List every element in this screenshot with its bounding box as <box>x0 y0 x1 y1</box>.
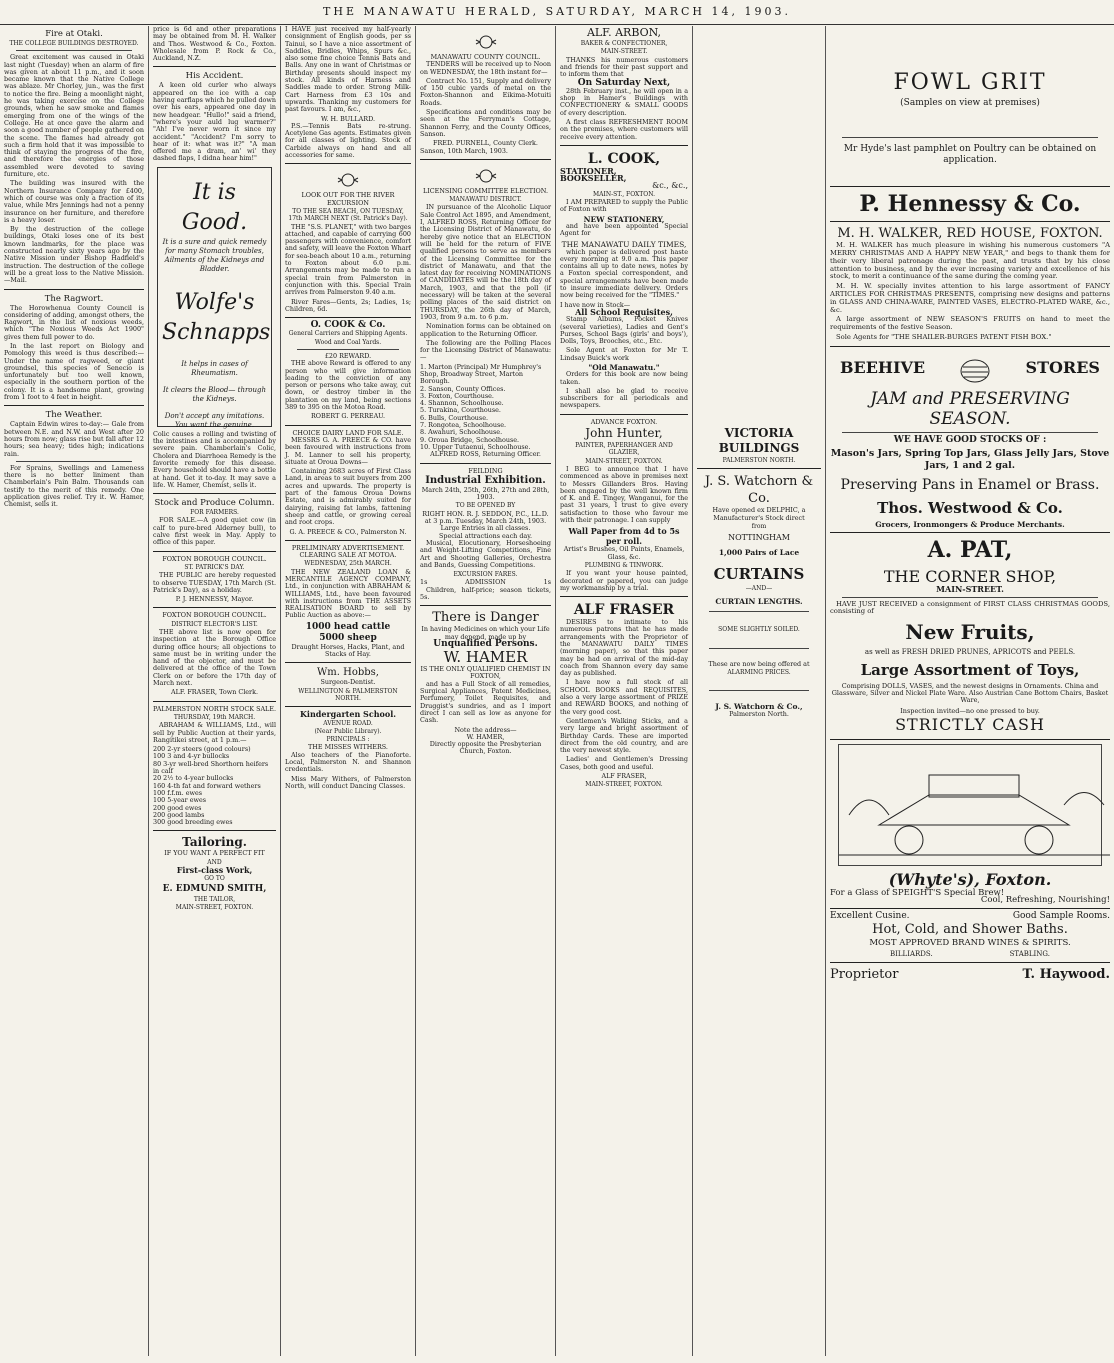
advert-emphasis: Preserving Pans in Enamel or Brass. <box>840 477 1100 494</box>
divider <box>4 289 144 290</box>
advert-emphasis: Wall Paper from 4d to 5s per roll. <box>568 526 680 547</box>
article-paragraph: I shall also be glad to receive subscribers for all periodicals and newspapers. <box>560 386 688 410</box>
notice-date: Sanson, 10th March, 1903. <box>420 146 508 155</box>
advert-text: In having Medicines on which your Life may depend, made up by <box>421 625 550 641</box>
advert-text: Cool, Refreshing, Nourishing! <box>980 895 1110 906</box>
list-item: 200 good ewes <box>153 803 202 812</box>
advert-text: Artist's Brushes, Oil Paints, Enamels, Glass, &c. <box>563 545 685 561</box>
advert-name: STORES <box>1025 358 1100 378</box>
list-item: 5. Turakina, Courthouse. <box>420 406 501 415</box>
advert-address: MAIN-STREET, FOXTON. <box>175 903 254 911</box>
divider <box>285 662 411 663</box>
list-item: 2. Sanson, County Offices. <box>420 384 506 393</box>
advert-text: Large Entries in all classes. <box>440 524 531 533</box>
advert-name: John Hunter, <box>585 426 663 441</box>
article-paragraph: HAVE JUST RECEIVED a consignment of FIRST CLASS CHRISTMAS GOODS, consisting of <box>830 599 1110 616</box>
article-paragraph: I BEG to announce that I have commenced as above in premises next to Messrs Gillanders Bros. Having been engaged by the well known firm of K. and E. Tingey, Wanganui, for the past 31 years, I trust to give every satisfaction to those who favour me with their patronage. I can supply <box>560 464 688 525</box>
article-paragraph: 28th February inst., he will open in a shop in Hamer's Buildings with CONFECTIONERY & SMALL GOODS of every description. <box>560 86 688 117</box>
advert-text: Surgeon-Dentist. <box>320 678 376 687</box>
article-paragraph: Ladies' and Gentlemen's Dressing Cases, both good and useful. <box>560 755 688 771</box>
advert-text: These are now being offered at <box>708 659 810 668</box>
admission-label: ADMISSION <box>465 578 506 587</box>
article-paragraph: TENDERS will be received up to Noon on WEDNESDAY, the 18th instant for— <box>420 60 551 76</box>
advert-address: WELLINGTON & PALMERSTON NORTH. <box>298 687 398 702</box>
advert-emphasis: CURTAINS <box>713 564 805 583</box>
signature: FRED. PURNELL, County Clerk. <box>433 139 538 148</box>
notice-heading: FOXTON BOROUGH COUNCIL. <box>162 554 267 563</box>
divider <box>297 349 399 350</box>
divider <box>153 701 276 702</box>
divider <box>153 830 276 831</box>
amenities-row <box>890 951 1050 958</box>
advert-address: AVENUE ROAD. <box>323 719 373 727</box>
advert-bullard: I HAVE just received my half-yearly consignment of English goods, per ss Tainui, so I have a nice assortment of Saddles, Bridles, Whips, Spurs &c., also some fine choice Tennis Bats and Balls. Any one in want of Christmas or Birthday presents should inspect my stock. All kinds of Harness and Saddles made to order. Strong Milk-Cart Harness from £3 10s and upwards. Thanking my customers for past favours. I am, &c., <box>285 26 411 114</box>
advert-text: RIGHT HON. R. J. SEDDON, P.C., LL.D. <box>422 509 549 518</box>
article-paragraph: THE above Reward is offered to any person who will give information leading to the conviction of any person or persons who take away, cut down, or destroy timber in the plantation on my land, being sections 389 to 395 on the Motoa Road. <box>285 359 411 412</box>
article-paragraph: THE above list is now open for inspection at the Borough Office during office hours; all objections to same must be in writing under the hand of the objector, and must be delivered at the office of the Town Clerk on or before the 17th day of March next. <box>153 627 276 688</box>
article-paragraph: I have now a full stock of all SCHOOL BOOKS and REQUISITES, also a very large assortment of PRIZE and REWARD BOOKS, and nothing of the very good cost. <box>560 678 688 716</box>
advert-name: Kindergarten School. <box>299 709 397 720</box>
spacer <box>830 26 1110 66</box>
article-paragraph: Containing 2683 acres of First Class Land, in areas to suit buyers from 200 acres and upwards. The property is part of the famous Oroua Downs Estate, and is admirably suited for dairying, raising fat lambs, fattening sheep and cattle, or growing cereal and root crops. <box>285 467 411 527</box>
notice-heading: LOOK OUT FOR THE RIVER EXCURSION <box>301 191 395 207</box>
article-paragraph: and has a Full Stock of all remedies, Surgical Appliances, Patent Medicines, Perfumery, Toilet Requisites, and Druggist's sundries, and as I import direct I can sell as low as anyone for Cash. <box>420 679 551 725</box>
advert-text: BILLIARDS. <box>890 949 933 958</box>
signature: ROBERT G. PERREAU. <box>310 412 386 421</box>
crest-icon <box>474 166 498 186</box>
divider <box>285 540 411 541</box>
article-paragraph: price is 6d and other preparations may be obtained from M. H. Walker and Thos. Westwood & Co., Foxton. Wholesale from P. Rock & Co., Auckland, N.Z. <box>153 26 276 63</box>
article-paragraph: FOR SALE.—A good quiet cow (in calf to pure-bred Alderney bull), to calve first week in May. Apply to office of this paper. <box>153 516 276 547</box>
advert-emphasis: All School Requisites, <box>575 306 673 317</box>
list-item: 9. Oroua Bridge, Schoolhouse. <box>420 435 520 444</box>
divider <box>709 648 809 649</box>
list-item: 100 f.f.m. ewes <box>153 788 203 797</box>
advert-heading: It is Good. <box>181 179 248 235</box>
article-paragraph: P.S.—Tennis Bats re-strung. Acetylene Gas agents. Estimates given for all classes of lighting. Stock of Carbide always on hand and all accessories for same. <box>285 121 411 160</box>
advert-emphasis: Hot, Cold, and Shower Baths. <box>872 921 1068 937</box>
advert-emphasis: Industrial Exhibition. <box>425 474 546 486</box>
notice-heading: ADVANCE FOXTON. <box>590 417 658 426</box>
subhead-fire: THE COLLEGE BUILDINGS DESTROYED. <box>9 40 139 47</box>
advert-address: Directly opposite the Presbyterian Church, Foxton. <box>429 740 542 756</box>
advert-text: SOME SLIGHTLY SOILED. <box>718 626 800 634</box>
headline-tailoring: Tailoring. <box>182 835 247 850</box>
signature: W. H. BULLARD. <box>320 114 376 123</box>
article-paragraph: Children, half-price; season tickets, 5s. <box>420 585 551 601</box>
advert-text: Proprietor <box>830 967 899 983</box>
advert-emphasis: NOTTINGHAM <box>728 533 790 543</box>
advert-text: It helps in cases of Rheumatism. <box>181 359 248 377</box>
article-paragraph: MESSRS G. A. PREECE & CO. have been favoured with instructions from J. M. Lanner to sell his property, situate at Oroua Downs— <box>285 435 411 466</box>
article-paragraph: Also teachers of the Pianoforte. Local, Palmerston N. and Shannon credentials. <box>285 750 411 774</box>
advert-address: MAIN-ST., FOXTON. <box>592 190 656 198</box>
signature: ALF FRASER, <box>601 772 647 781</box>
advert-text: &c., &c., <box>652 181 688 191</box>
subhead: THURSDAY, 19th MARCH. <box>173 713 256 721</box>
advert-text: AND <box>207 858 222 866</box>
divider <box>420 463 551 464</box>
divider <box>560 145 688 146</box>
list-item: 100 5-year ewes <box>153 796 207 805</box>
list-item: 200 good lambs <box>153 810 205 819</box>
column-3 <box>280 26 415 1356</box>
article-paragraph: Gentlemen's Walking Sticks, and a very large and bright assortment of Birthday Cards. These are imported direct from the old country, and are the very newest style. <box>560 716 688 755</box>
list-item: 100 3 and 4-yr bullocks <box>153 752 230 761</box>
list-item: 4. Shannon, Schoolhouse. <box>420 399 504 408</box>
advert-text: PRINCIPALS : <box>326 736 370 744</box>
advert-brand: Schnapps <box>162 319 271 345</box>
divider <box>16 50 132 51</box>
divider <box>285 317 411 318</box>
advert-wolfes-schnapps <box>157 167 272 427</box>
divider <box>842 597 1098 598</box>
headline-fire: Fire at Otaki. <box>45 29 103 39</box>
signature: ALF. FRASER, Town Clerk. <box>170 688 259 697</box>
advert-text: Special attractions each day. <box>438 531 533 540</box>
advert-text: It clears the Blood— through the Kidneys. <box>162 385 267 403</box>
article-paragraph: Sole Agent at Foxton for Mr T. Lindsay Buick's work <box>560 346 688 362</box>
list-item: 200 2-yr steers (good colours) <box>153 745 251 754</box>
advert-text: THE MISSES WITHERS. <box>308 743 388 752</box>
subhead: WEDNESDAY, 25th MARCH. <box>304 560 392 568</box>
advert-name: THE CORNER SHOP, <box>883 567 1057 587</box>
list-item: 160 4-th fat and forward wethers <box>153 781 261 790</box>
advert-text: March 24th, 25th, 26th, 27th and 28th, 1903. <box>421 485 550 502</box>
article-paragraph: and have been appointed Special Agent for <box>560 221 688 238</box>
divider <box>830 532 1110 533</box>
advert-name: ALF. ARBON, <box>586 26 662 39</box>
divider <box>560 414 688 415</box>
subhead: FOR FARMERS. <box>190 509 239 517</box>
advert-name: T. Haywood. <box>1022 967 1110 983</box>
notice-heading: FEILDING <box>468 466 503 475</box>
advert-text: Mr Hyde's last pamphlet on Poultry can be obtained on application. <box>843 144 1097 166</box>
advert-text: (Near Public Library). <box>314 727 382 735</box>
advert-name: L. COOK, <box>587 150 661 167</box>
article-paragraph: River Fares—Gents, 2s; Ladies, 1s; Children, 6d. <box>285 297 411 313</box>
notice-heading: PRELIMINARY ADVERTISEMENT. <box>291 543 405 552</box>
divider <box>830 962 1110 963</box>
advert-text: at 3 p.m. Tuesday, March 24th, 1903. <box>424 517 547 526</box>
advert-name: ALF FRASER <box>573 602 675 619</box>
column-4 <box>415 26 555 1356</box>
advert-text: WE HAVE GOOD STOCKS OF : <box>893 434 1047 445</box>
advert-text: from <box>751 522 767 530</box>
divider <box>709 611 809 612</box>
list-item: 80 3-yr well-bred Shorthorn heifers in calf <box>153 759 269 776</box>
advert-text: Don't accept any imitations. You want the genuine. <box>164 411 265 429</box>
notice-heading: CHOICE DAIRY LAND FOR SALE. <box>292 428 404 437</box>
advert-address: MAIN-STREET. <box>600 48 648 56</box>
divider <box>285 706 411 707</box>
advert-emphasis: Unqualified Persons. <box>433 638 538 649</box>
advert-name: P. Hennessy & Co. <box>859 191 1081 218</box>
advert-text: Good Sample Rooms. <box>1012 911 1110 922</box>
article-paragraph: Orders for this book are now being taken. <box>560 370 688 386</box>
coach-illustration-icon <box>839 745 1110 863</box>
advert-colic: Colic causes a rolling and twisting of the intestines and is accompanied by severe pain. Chamberlain's Colic, Cholera and Diarrhoea Remedy is the favorite remedy for this disease. Every household should have a bottle at hand. Get it to-day. It may save a life. W. Hamer, Chemist, sells it. <box>153 429 276 489</box>
signature: P. J. HENNESSY, Mayor. <box>175 595 254 604</box>
column-6 <box>692 26 825 1356</box>
advert-text: —AND— <box>745 584 773 592</box>
notice-heading: £20 REWARD. <box>324 351 372 360</box>
advert-emphasis: STRICTLY CASH <box>895 714 1045 734</box>
divider <box>153 551 276 552</box>
divider <box>153 493 276 494</box>
advert-text: Excellent Cusine. <box>830 911 910 922</box>
advert-name: E. EDMUND SMITH, <box>162 883 267 894</box>
advert-text: Manufacturer's Stock direct <box>713 513 805 522</box>
admission-price: 1s <box>420 578 428 587</box>
divider <box>842 432 1098 433</box>
article-paragraph: A large assortment of NEW SEASON'S FRUITS on hand to meet the requirements of the festive Season. <box>830 315 1110 332</box>
advert-address: Palmerston North. <box>729 709 789 718</box>
advert-text: IS THE ONLY QUALIFIED CHEMIST IN FOXTON, <box>420 665 551 681</box>
advert-emphasis: New Fruits, <box>905 620 1035 645</box>
advert-brand: Wolfe's <box>174 289 255 315</box>
advert-text: BAKER & CONFECTIONER, <box>580 40 668 47</box>
list-item: 3. Foxton, Courthouse. <box>420 391 494 400</box>
list-item: 300 good breeding ewes <box>153 818 233 827</box>
divider <box>830 739 1110 740</box>
advert-text: For a Glass of SPEIGHT'S Special Brew! <box>830 887 1005 898</box>
advert-text: THE TAILOR, <box>193 895 236 903</box>
advert-text: BOOKSELLER, <box>560 173 627 184</box>
divider <box>709 690 809 691</box>
column-7 <box>825 26 1114 1356</box>
advert-text: IF YOU WANT A PERFECT FIT <box>164 849 265 858</box>
beehive-icon <box>955 353 995 383</box>
divider <box>285 163 411 164</box>
divider <box>830 186 1110 187</box>
article-paragraph: THE "S.S. PLANET," with two barges attached, and capable of carrying 600 passengers with convenience, comfort and safety, will leave the Foxton Wharf for sea-beach about 10 a.m., returning to Foxton about 6.0 p.m. Arrangements may be made to run a special train from Palmerston in conjunction with this. Special Train arrives from Palmerston 9.40 a.m. <box>285 222 411 297</box>
polling-list <box>420 364 551 452</box>
list-item: 10. Upper Tutaenui, Schoolhouse. <box>420 442 531 451</box>
subhead: MANAWATU DISTRICT. <box>449 196 522 204</box>
beehive-row <box>840 353 1100 383</box>
signature: J. S. Watchorn & Co., <box>715 702 803 712</box>
advert-name: Wm. Hobbs, <box>317 667 379 679</box>
advert-text: First-class Work, <box>176 865 253 875</box>
headline-stock: Stock and Produce Column. <box>154 498 275 509</box>
article-paragraph: In the last report on Biology and Pomology this weed is thus described:—Under the name of ragweed, or giant groundsel, this species of Senecio is unfortunately but too well known, especially in the southern portion of the colony. It is a handsome plant, growing from 1 foot to 4 feet in height. <box>4 341 144 402</box>
advert-text: It is a sure and quick remedy for many Stomach troubles, Ailments of the Kidneys and Bladder. <box>162 237 267 273</box>
divider <box>830 221 1110 222</box>
article-paragraph: Specifications and conditions may be seen at the Ferryman's Cottage, Shannon Ferry, and the County Offices, Sanson. <box>420 108 551 138</box>
advert-address: MAIN-STREET. <box>936 584 1004 595</box>
divider <box>842 137 1098 138</box>
article-paragraph: THE NEW ZEALAND LOAN & MERCANTILE AGENCY COMPANY, Ltd., in conjunction with ABRAHAM & WILLIAMS, Ltd., have been favoured with instructions from THE ASSETS REALISATION BOARD to sell by Public Auction as above:— <box>285 567 411 620</box>
advert-text: EXCURSION FARES. <box>453 571 518 579</box>
crest-icon <box>474 32 498 52</box>
advert-name: (Whyte's), Foxton. <box>888 869 1052 889</box>
article-paragraph: Nomination forms can be obtained on application to the Returning Officer. <box>420 322 551 338</box>
divider <box>16 461 132 462</box>
advert-address: PALMERSTON NORTH. <box>722 457 796 464</box>
advert-name: BEEHIVE <box>840 358 926 378</box>
signature: G. A. PREECE & CO., Palmerston N. <box>289 527 407 536</box>
advert-text: STABLING. <box>1009 949 1050 958</box>
advert-emphasis: 1000 head cattle <box>305 621 391 632</box>
article-paragraph: THE PUBLIC are hereby requested to observe TUESDAY, 17th March (St. Patrick's Day), as a holiday. <box>153 571 277 594</box>
divider <box>830 346 1110 347</box>
advert-emphasis: NEW STATIONERY, <box>583 214 665 224</box>
crest-icon <box>336 170 360 190</box>
masthead: THE MANAWATU HERALD, SATURDAY, MARCH 14, 1903. <box>0 0 1114 25</box>
article-paragraph: The building was insured with the Northern Insurance Company for £400, which of course was only a fraction of its value, while Mrs Jennings had not a penny insurance on her furniture, and therefore is a heavy loser. <box>4 179 144 224</box>
column-1 <box>0 26 148 1356</box>
spacer <box>697 26 821 426</box>
advert-emphasis: 5000 sheep <box>319 632 377 643</box>
advert-address: MAIN-STREET, FOXTON. <box>585 457 663 465</box>
divider <box>153 66 276 67</box>
advert-text: STATIONER, <box>560 165 617 176</box>
signature: ALFRED ROSS, Returning Officer. <box>430 450 541 459</box>
advert-name: W. HAMER <box>443 648 528 667</box>
article-paragraph: ABRAHAM & WILLIAMS, Ltd., will sell by Public Auction at their yards, Rangitikei street, at 1 p.m.— <box>153 721 276 744</box>
advert-text: Have opened ex DELPHIC, a <box>712 506 806 515</box>
notice-heading: CLEARING SALE AT MOTOA. <box>299 551 397 560</box>
article-paragraph: which paper is delivered post haste every morning at 9.0 a.m. This paper contains all up to date news, notes by a Foxton special correspondent, and special arrangements have been made to insure immediate delivery. Orders now being received for the "TIMES." <box>560 247 688 300</box>
advert-text: ALARMING PRICES. <box>727 668 791 676</box>
list-item: 8. Awahuri, Schoolhouse. <box>420 428 503 437</box>
advert-text: Comprising DOLLS, VASES, and the newest designs in Ornaments. China and Glassware, Silver and Nickel Plate Ware. Also Austrian Cane Bottom Chairs, Basket Ware, <box>831 681 1109 705</box>
advert-text: Mason's Jars, Spring Top Jars, Glass Jelly Jars, Stove Jars, 1 and 2 gal. <box>830 448 1110 472</box>
advert-text: Grocers, Ironmongers & Produce Merchants. <box>875 520 1065 530</box>
stock-list <box>153 746 276 826</box>
article-paragraph: A keen old curler who always appeared on the ice with a cap having earflaps which he pulled down over his ears, appeared one day in new headgear. "Hullo!" said a friend, "where's your auld lug warmer?" "Ah! I've never worn it since my accident." "Accident? I'm sorry to hear of it: what was it?" "A man offered me a dram, an' wi' they dashed flaps, I didna hear him!" <box>153 81 276 163</box>
advert-name: J. S. Watchorn & Co. <box>704 474 814 507</box>
advert-text: Note the address— <box>454 725 517 734</box>
proprietor-row <box>830 967 1110 983</box>
advert-emphasis: On Saturday Next, <box>577 78 671 89</box>
list-item: 20 2½ to 4-year bullocks <box>153 774 234 783</box>
article-paragraph: Captain Edwin wires to-day:— Gale from between N.E. and N.W. and West after 20 hours from now; glass rise but fall after 12 hours; sea heavy; tides high; indications rain. <box>4 420 144 458</box>
notice-heading: O. COOK & Co. <box>310 320 386 331</box>
hotel-illustration <box>838 744 1102 866</box>
advert-heading: There is Danger <box>432 610 539 626</box>
article-paragraph: IN pursuance of the Alcoholic Liquor Sale Control Act 1895, and Amendment, I, ALFRED ROSS, Returning Officer for the Licensing District of Manawatu, do hereby give notice that an ELECTION will be held for the return of FIVE qualified persons to serve as members of the Licensing Committee for the district of Manawatu, and that the latest day for receiving NOMINATIONS of CANDIDATES will be the 18th day of March, 1903, and that the poll (if necessary) will be taken at the several polling places of the said district on THURSDAY, the 26th day of March, 1903, from 9 a.m. to 6 p.m. <box>420 203 551 321</box>
divider <box>153 607 276 608</box>
advert-text: MOST APPROVED BRAND WINES & SPIRITS. <box>869 937 1071 948</box>
amenities-row <box>830 913 1110 920</box>
advert-text: PLUMBING & TINWORK. <box>584 561 664 569</box>
column-5 <box>555 26 692 1356</box>
article-paragraph: M. H. W. specially invites attention to his large assortment of FANCY ARTICLES FOR CHRISTMAS PRESENTS, comprising new designs and patterns in GLASS AND CHINA-WARE, PAINTED VASES, ELECTRO-PLATED WARE, &c., &c. <box>830 282 1110 314</box>
article-paragraph: By the destruction of the college buildings, Otaki loses one of its best known landmarks, for the place was constructed nearly sixty years ago by the Native Mission under Bishop Hadfield's instruction. The destruction of the college will be a great loss to the Native Mission.—Mail. <box>4 225 144 285</box>
article-paragraph: I AM PREPARED to supply the Public of Foxton with <box>560 198 688 214</box>
advert-text: PAINTER, PAPERHANGER AND GLAZIER, <box>575 442 673 457</box>
divider <box>420 159 551 160</box>
advert-emphasis: CURTAIN LENGTHS. <box>715 597 803 607</box>
advert-heading: JAM and PRESERVING SEASON. <box>870 388 1070 429</box>
advert-text: TO BE OPENED BY <box>455 502 516 510</box>
article-paragraph: If you want your house painted, decorated or papered, you can judge my workmanship by a trial. <box>560 569 688 592</box>
divider <box>560 596 688 597</box>
article-paragraph: THANKS his numerous customers and friends for their past support and to inform them that <box>560 55 688 79</box>
article-paragraph: M. H. WALKER has much pleasure in wishing his numerous customers "A MERRY CHRISTMAS AND A HAPPY NEW YEAR," and begs to thank them for their very liberal patronage during the past, and trusts that by his close attention to business, and by the ever increasing variety and excellence of his stock, to merit a continuance of the same during the coming year. <box>830 241 1110 281</box>
article-paragraph: Stamp Albums, Pocket Knives (several varieties), Ladies and Gent's Purses, School Bags (girls' and boys'), Dolls, Toys, Brooches, etc., Etc. <box>560 315 688 346</box>
article-paragraph: The Horowhenua County Council is considering of adding, amongst others, the Ragwort, in the list of noxious weeds, which "The Noxious Weeds Act 1900" gives them full power to do. <box>4 303 144 341</box>
notice-heading: FOXTON BOROUGH COUNCIL. <box>162 611 267 620</box>
headline-accident: His Accident. <box>185 71 244 82</box>
advert-heading: FOWL GRIT <box>893 70 1047 95</box>
advert-text: GO TO <box>204 875 225 883</box>
admission-price: 1s <box>543 578 551 587</box>
article-paragraph: DESIRES to intimate to his numerous patrons that he has made arrangements with the Proprietor of the MANAWATU DAILY TIMES (morning paper), so that this paper may be had on arrival of the mid-day coach from Shannon every day same day as published. <box>560 618 688 678</box>
notice-heading: LICENSING COMMITTEE ELECTION. <box>423 186 548 195</box>
advert-name: Thos. Westwood & Co. <box>877 499 1063 518</box>
advert-emphasis: 1,000 Pairs of Lace <box>718 548 800 558</box>
subhead: DISTRICT ELECTOR'S LIST. <box>171 620 258 628</box>
advert-address: MAIN-STREET, FOXTON. <box>585 781 663 789</box>
headline-ragwort: The Ragwort. <box>44 293 104 304</box>
subhead: ST. PATRICK'S DAY. <box>184 563 245 571</box>
signature: W. HAMER, <box>466 732 505 741</box>
article-paragraph: Great excitement was caused in Otaki last night (Tuesday) when an alarm of fire was given at about 11 p.m., and it soon became known that the Native College was ablaze. Mr Chorley, jun., was the first to notice the fire. Being a moonlight night, he was taking exercise on the College grounds, when he saw smoke and flames emerging from one of the wings of the College. He at once gave the alarm and soon a good number of people gathered on the scene. The flames had already got such a firm hold that it was impossible to think of staying the progress of the fire, and therefore the energies of those assembled were devoted to saving furniture, etc. <box>4 53 144 179</box>
article-paragraph: Sole Agents for "THE SHAILER-BURGES PATENT FISH BOX." <box>836 333 1052 342</box>
advert-text: Draught Horses, Hacks, Plant, and Stacks of Hay. <box>291 642 405 659</box>
article-paragraph: Miss Mary Withers, of Palmerston North, will conduct Dancing Classes. <box>285 774 411 790</box>
advert-emphasis: "Old Manawatu." <box>588 362 660 372</box>
advert-emphasis: Large Assortment of Toys, <box>860 660 1080 679</box>
divider <box>285 425 411 426</box>
divider <box>4 405 144 406</box>
list-item: 6. Bulls, Courthouse. <box>420 413 489 422</box>
divider <box>420 605 551 606</box>
list-item: 1. Marton (Principal) Mr Humphrey's Shop, Broadway Street, Marton Borough. <box>420 362 542 386</box>
article-paragraph: Contract No. 151, Supply and delivery of 150 cubic yards of metal on the Foxton-Shannon and Eikima-Motuiti Roads. <box>420 76 551 107</box>
article-paragraph: The following are the Polling Places for the Licensing District of Manawatu:— <box>420 338 551 362</box>
notice-heading: MANAWATU COUNTY COUNCIL. <box>430 53 541 61</box>
advert-emphasis: THE MANAWATU DAILY TIMES, <box>561 239 687 249</box>
advert-heading: VICTORIA BUILDINGS <box>718 426 800 455</box>
headline-weather: The Weather. <box>45 410 103 421</box>
divider <box>697 468 821 469</box>
advert-text: (Samples on view at premises) <box>900 98 1040 108</box>
advert-sprains: For Sprains, Swellings and Lameness there is no better liniment than Chamberlain's Pain Balm. Thousands can testify to the merit of this remedy. One application gives relief. Try it. W. Hamer, Chemist, sells it. <box>4 463 144 509</box>
subhead: TO THE SEA BEACH, ON TUESDAY, 17th MARCH NEXT (St. Patrick's Day). <box>288 207 408 223</box>
notice-heading: PALMERSTON NORTH STOCK SALE. <box>153 704 276 713</box>
advert-name: M. H. WALKER, RED HOUSE, FOXTON. <box>837 226 1103 242</box>
advert-text: Inspection invited—no one pressed to buy. <box>900 706 1040 715</box>
advert-text: I have now in Stock— <box>560 300 631 309</box>
article-paragraph: Musical, Elocutionary, Horseshoeing and Weight-Lifting Competitions, Fine Art and Shooting Galleries, Orchestra and Bands, Guessing Competitions. <box>420 538 551 569</box>
column-2 <box>148 26 280 1356</box>
divider <box>830 908 1110 909</box>
advert-text: as well as FRESH DRIED PRUNES, APRICOTS and PEELS. <box>864 648 1076 657</box>
subhead: Wood and Coal Yards. <box>314 338 382 346</box>
list-item: 7. Rongotea, Schoolhouse. <box>420 421 507 430</box>
article-paragraph: A first class REFRESHMENT ROOM on the premises, where customers will receive every attention. <box>560 117 688 141</box>
subhead: General Carriers and Shipping Agents. <box>288 330 408 338</box>
advert-name: A. PAT, <box>927 537 1013 564</box>
